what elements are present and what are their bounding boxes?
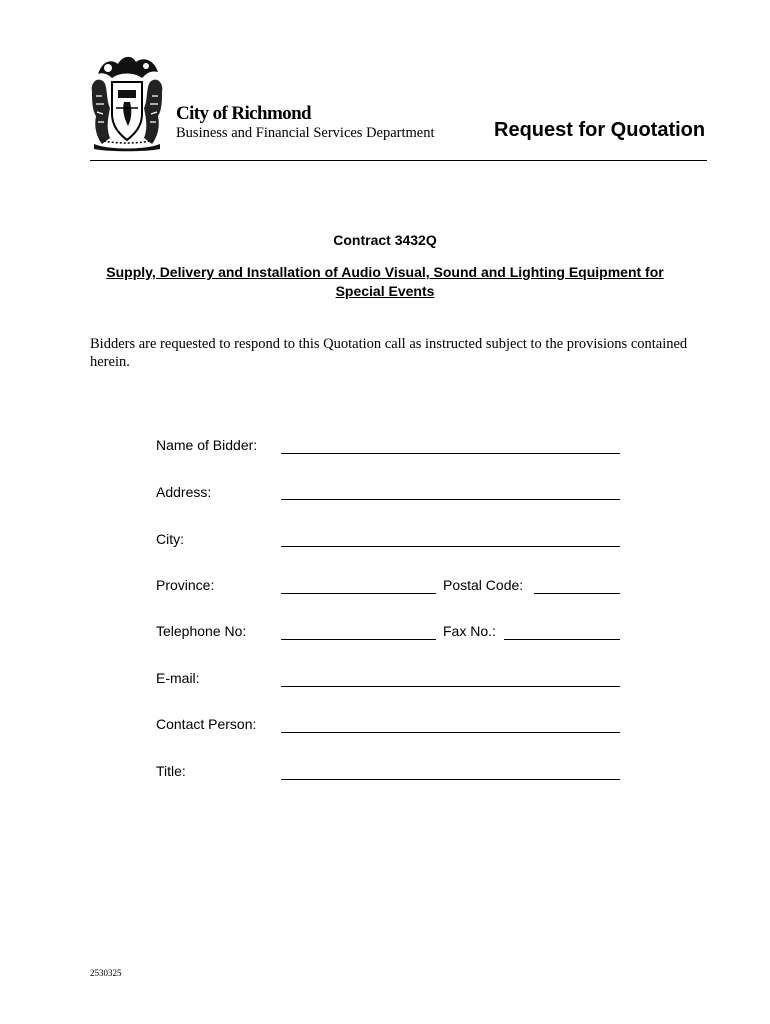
title-label: Title:: [156, 763, 186, 779]
email-field[interactable]: [281, 686, 620, 687]
address-field[interactable]: [281, 499, 620, 500]
contract-title: Supply, Delivery and Installation of Audio Visual, Sound and Lighting Equipment for Special Events: [106, 264, 664, 299]
telephone-label: Telephone No:: [156, 623, 247, 639]
province-field[interactable]: [281, 593, 436, 594]
fax-label: Fax No.:: [443, 623, 496, 639]
postal-code-field[interactable]: [534, 593, 620, 594]
city-label: City:: [156, 531, 184, 547]
title-field[interactable]: [281, 779, 620, 780]
contact-person-field[interactable]: [281, 732, 620, 733]
header-divider: [90, 160, 707, 161]
city-crest-icon: [88, 52, 166, 152]
name-of-bidder-label: Name of Bidder:: [156, 437, 258, 453]
province-label: Province:: [156, 577, 215, 593]
intro-paragraph: Bidders are requested to respond to this Quotation call as instructed subject to the provisions contained herein.: [90, 336, 688, 370]
postal-code-label: Postal Code:: [443, 577, 524, 593]
document-title: Request for Quotation: [494, 119, 706, 141]
fax-field[interactable]: [504, 639, 620, 640]
organization-name: City of Richmond: [176, 103, 312, 124]
city-field[interactable]: [281, 546, 620, 547]
address-label: Address:: [156, 484, 212, 500]
department-name: Business and Financial Services Department: [176, 125, 435, 141]
contact-person-label: Contact Person:: [156, 716, 257, 732]
contract-number: Contract 3432Q: [333, 232, 437, 248]
name-of-bidder-field[interactable]: [281, 453, 620, 454]
email-label: E-mail:: [156, 670, 200, 686]
form-code: 2530325: [90, 968, 122, 978]
telephone-field[interactable]: [281, 639, 436, 640]
